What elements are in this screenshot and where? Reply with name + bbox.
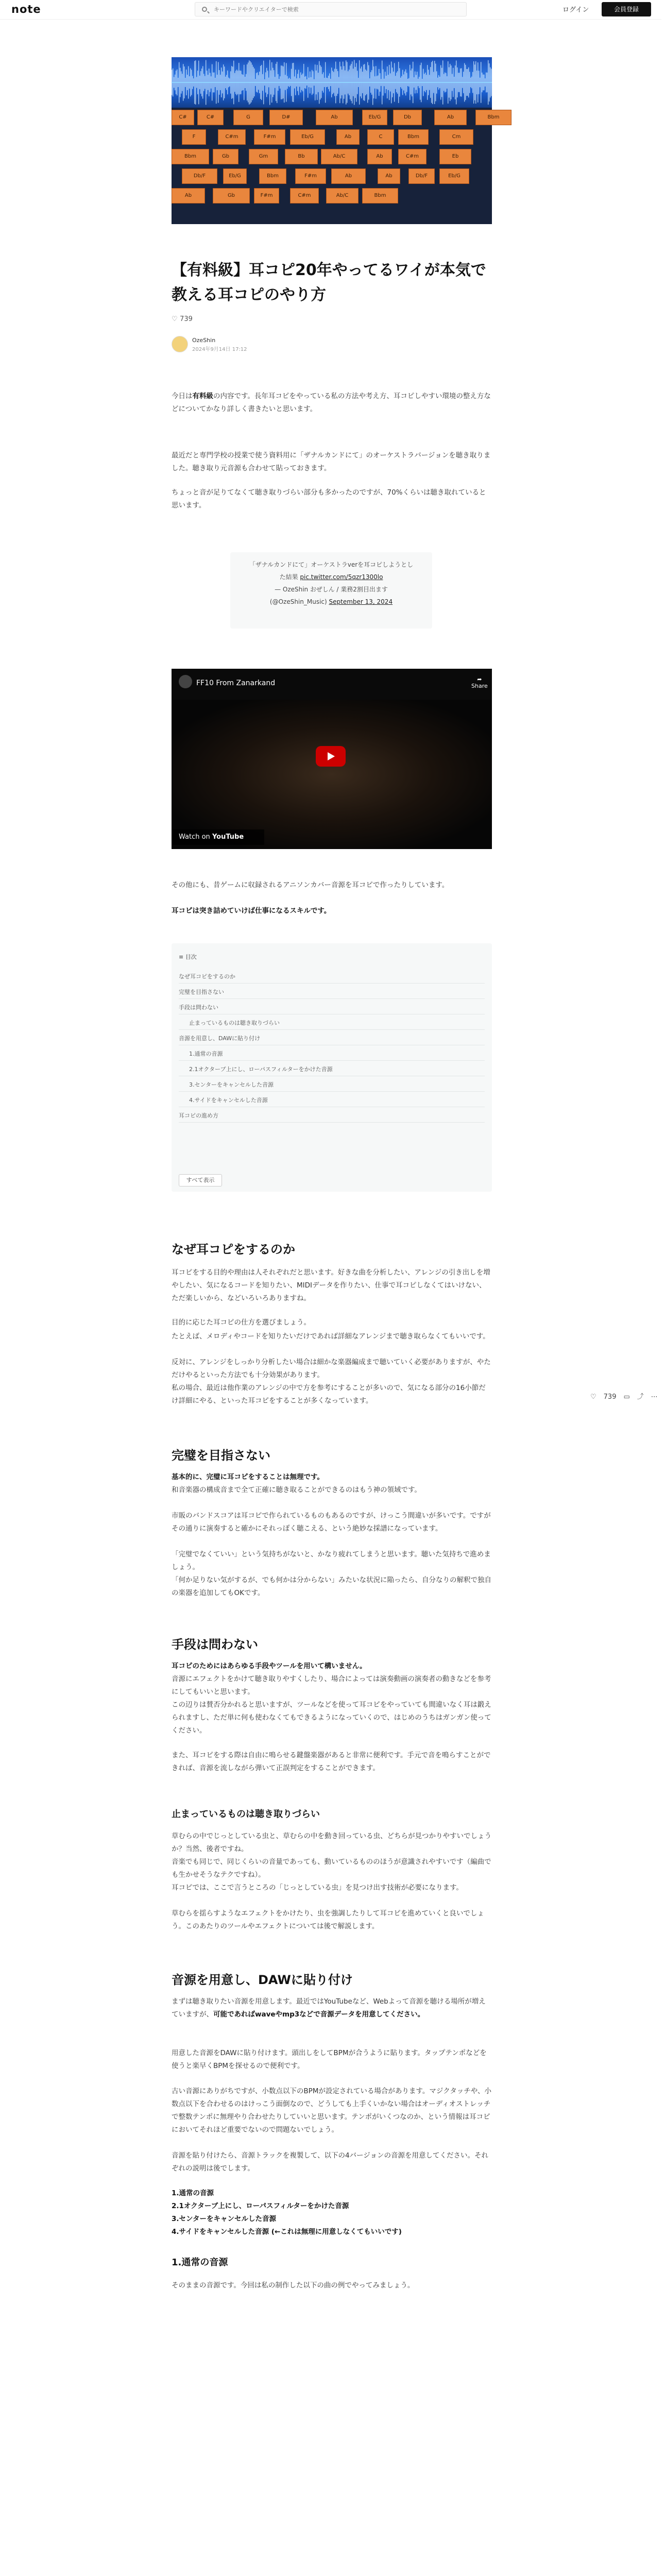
chord-key: D# [269, 110, 303, 125]
avatar[interactable] [172, 336, 188, 352]
paragraph: たとえば、メロディやコードを知りたいだけであれば詳細なアレンジまで聴き取らなくてもいいです。 [172, 1332, 490, 1341]
waveform-graphic [172, 57, 492, 108]
chord-key: Bbm [362, 188, 398, 204]
paragraph: 目的に応じた耳コピの仕方を選びましょう。 [172, 1318, 311, 1327]
tweet-date-link[interactable]: September 13, 2024 [329, 598, 393, 605]
like-count[interactable]: ♡ 739 [172, 315, 193, 323]
paragraph: 用意した音源をDAWに貼り付けます。頭出しをしてBPMが合うように貼ります。タップテンポなどを使うと楽早くBPMを探せるので便利です。 [172, 2049, 487, 2070]
chord-key: Ab [331, 168, 366, 184]
chord-key: Db [393, 110, 422, 125]
paragraph: 古い音源にありがちですが、小数点以下のBPMが設定されている場合があります。マジクタッチや、小数点以下を合わせるのはけっこう面倒なので、どうしても上手くいかない場合はオーディオストレッチで整数テンポに無理やり合わせたりしていいと思います。テンポがいくつなのか、という情報は耳コピにおいてそれほど重要でないので問題ないでしょう。 [172, 2087, 492, 2134]
section-heading: なぜ耳コピをするのか [172, 1242, 295, 1257]
paragraph: 私の場合、最近は他作業のアレンジの中で方を参考にすることが多いので、気になる部分の16小節だけ詳細にやる、といった耳コピをすることが多くなっています。 [172, 1384, 486, 1405]
chord-key: Gm [249, 149, 278, 164]
channel-avatar[interactable] [179, 675, 192, 688]
chord-key: Ab [172, 188, 205, 204]
tweet-link[interactable]: pic.twitter.com/5qzr1300lo [300, 573, 383, 581]
intro-paragraph: 今日は有料級の内容です。長年耳コピをやっている私の方法や考え方、耳コピしやすい環境の整え方などについてかなり詳しく書きたいと思います。 [172, 392, 491, 413]
chord-key: C#m [218, 129, 246, 145]
tweet-embed[interactable]: 「ザナルカンドにて」オーケストラverを耳コピしようとし た結果 pic.twitter.com/5qzr1300lo — OzeShin おぜしん / 業務2割目出ます (@OzeShin_Music) September 13, 2024 [230, 552, 432, 629]
chord-key: C# [197, 110, 224, 125]
toc-item[interactable]: 3.センターをキャンセルした音源 [179, 1078, 485, 1092]
subsection-heading: 止まっているものは聴き取りづらい [172, 1809, 320, 1820]
paragraph: 音楽でも同じで、同じくらいの音量であっても、動いているもののほうが意識されやすいです（編曲でも生かせそうなテクですね）。 [172, 1858, 491, 1879]
author-name[interactable]: OzeShin [192, 337, 216, 344]
toc-item[interactable]: 2.1オクターブ上にし、ローパスフィルターをかけた音源 [179, 1063, 485, 1076]
paragraph: また、耳コピをする際は自由に鳴らせる鍵盤楽器があると非常に便利です。手元で音を鳴らすことができれば、音源を流しながら弾いて正誤判定をすることができます。 [172, 1751, 491, 1772]
paragraph: この辺りは賛否分かれると思いますが、ツールなどを使って耳コピをやっていても間違いなく耳は鍛えられますし、ただ単に何も使わなくてもできるようになっていくので、はじめのうちはガンガン使ってください。 [172, 1701, 491, 1735]
youtube-embed[interactable] [172, 669, 492, 849]
heart-icon[interactable]: ♡ [172, 315, 178, 323]
youtube-logo: YouTube [212, 833, 244, 841]
search-input[interactable] [214, 5, 456, 14]
chord-key: Ab [316, 110, 353, 125]
share-button[interactable]: ➦ Share [471, 676, 488, 689]
chord-key: Bb [285, 149, 318, 164]
paragraph: その他にも、昔ゲームに収録されるアニソンカバー音源を耳コピで作ったりしています。 [172, 881, 449, 889]
toc-item[interactable]: 完璧を目指さない [179, 986, 485, 999]
chord-key: Eb/G [362, 110, 387, 125]
chord-key: Bbm [398, 129, 429, 145]
paragraph: 耳コピは突き詰めていけば仕事になるスキルです。 [172, 907, 331, 915]
note-logo[interactable]: note [11, 3, 41, 15]
chord-key: C#m [290, 188, 319, 204]
paragraph: 「完璧でなくていい」という気持ちがないと、かなり疲れてしまうと思います。聴いた気持ちで進めましょう。 [172, 1550, 491, 1571]
paragraph: 最近だと専門学校の授業で使う資料用に「ザナルカンドにて」のオーケストラバージョンを聴き取りました。聴き取り元音源も合わせて貼っておきます。 [172, 451, 491, 472]
toc-item[interactable]: 音源を用意し、DAWに貼り付け [179, 1032, 485, 1045]
login-link[interactable]: ログイン [562, 6, 589, 14]
paragraph: 耳コピのためにはあらゆる手段やツールを用いて構いません。 [172, 1662, 367, 1670]
chord-key: Gb [213, 149, 238, 164]
video-thumbnail [172, 700, 492, 849]
paragraph: そのままの音源です。今回は私の制作した以下の曲の例でやってみましょう。 [172, 2281, 415, 2290]
chord-key: Ab [434, 110, 467, 125]
publish-date: 2024年9月14日 17:12 [192, 347, 247, 352]
chord-key: Ab [378, 168, 400, 184]
paragraph: まずは聴き取りたい音源を用意します。最近ではYouTubeなど、Webよって音源を聴ける場所が増えていますが、可能であればwaveやmp3などで音源データを用意してください。 [172, 1997, 486, 2019]
chord-key: Ab/C [321, 149, 357, 164]
chord-key: Ab [367, 149, 392, 164]
paragraph: 草むらを揺らすようなエフェクトをかけたり、虫を強調したりして耳コピを進めていくと良いでしょう。このあたりのツールやエフェクトについては後で解説します。 [172, 1909, 484, 1930]
table-of-contents [172, 943, 492, 1192]
video-title[interactable]: FF10 From Zanarkand [196, 679, 276, 687]
paragraph: 「何か足りない気がするが、でも何かは分からない」みたいな状況に陥ったら、自分なりの解釈で独自の楽器を追加してもOKです。 [172, 1576, 491, 1597]
chord-key: F#m [254, 129, 285, 145]
paragraph: 草むらの中でじっとしている虫と、草むらの中を動き回っている虫、どちらが見つかりやすいでしょうか？当然、後者ですね。 [172, 1832, 491, 1853]
hero-image [172, 57, 500, 224]
chord-key: Cm [439, 129, 473, 145]
paragraph: 基本的に、完璧に耳コピをすることは無理です。 [172, 1473, 324, 1481]
toc-item[interactable]: 耳コピの進め方 [179, 1109, 485, 1123]
toc-item[interactable]: 手段は問わない [179, 1001, 485, 1014]
comment-icon[interactable]: ▭ [623, 1393, 630, 1401]
signup-button[interactable]: 会員登録 [602, 2, 651, 16]
paragraph: 耳コピでは、ここで言うところの「じっとしている虫」を見つけ出す技術が必要になります。 [172, 1884, 463, 1892]
section-heading: 完璧を目指さない [172, 1448, 270, 1463]
chord-key: Db/F [182, 168, 217, 184]
chord-key: Eb/G [290, 129, 325, 145]
subsection-heading: 1.通常の音源 [172, 2257, 228, 2268]
chord-key: Bbm [475, 110, 511, 125]
toc-item[interactable]: 1.通常の音源 [179, 1047, 485, 1061]
paragraph: ちょっと音が足りてなくて聴き取りづらい部分も多かったのですが、70%くらいは聴き取れていると思います。 [172, 488, 486, 510]
chord-key: Eb/G [439, 168, 469, 184]
toc-item[interactable]: 止まっているものは聴き取りづらい [179, 1016, 485, 1030]
play-button[interactable] [316, 746, 346, 767]
audio-embed[interactable] [172, 2307, 492, 2503]
section-heading: 手段は問わない [172, 1637, 258, 1652]
paragraph: 音源にエフェクトをかけて聴き取りやすくしたり、場合によっては演奏動画の演奏者の動きなどを参考にしてもいいと思います。 [172, 1675, 491, 1696]
article-title: 【有料級】耳コピ20年やってるワイが本気で 教える耳コピのやり方 [172, 261, 486, 304]
chord-key: Gb [213, 188, 250, 204]
chord-key: Ab [336, 129, 360, 145]
chord-key: Bbm [259, 168, 286, 184]
search-box[interactable] [195, 2, 467, 16]
chord-key: C# [172, 110, 194, 125]
chord-key: Eb/G [223, 168, 247, 184]
site-header [0, 0, 661, 20]
numbered-list: 1.通常の音源 2.1オクターブ上にし、ローパスフィルターをかけた音源 3.センターをキャンセルした音源 4.サイドをキャンセルした音源 (←これは無理に用意しなくてもいいです) [172, 2189, 402, 2236]
waveform-center-line [172, 82, 492, 83]
chord-key: C#m [398, 149, 427, 164]
chord-key: Db/F [408, 168, 435, 184]
chord-keys-area [172, 108, 500, 224]
paragraph: 反対に、アレンジをしっかり分析したい場合は細かな楽器編成まで聴いていく必要がありますが、やただけやるといった方法でも十分効果があります。 [172, 1358, 491, 1379]
share-icon: ➦ [477, 676, 482, 683]
heart-icon[interactable]: ♡ [590, 1393, 596, 1401]
chord-key: F#m [295, 168, 326, 184]
chord-key: F#m [254, 188, 279, 204]
chord-key: G [233, 110, 263, 125]
paragraph: 和音楽器の構成音まで全て正確に聴き取ることができるのはもう神の領域です。 [172, 1486, 421, 1494]
paragraph: 市販のバンドスコアは耳コピで作られているものもあるのですが、けっこう間違いが多いです。ですがその通りに演奏すると確かにそれっぽく聴こえる、という絶妙な採譜になっています。 [172, 1512, 491, 1533]
search-icon [202, 7, 207, 12]
chord-key: Ab/C [326, 188, 359, 204]
toc-item[interactable]: なぜ耳コピをするのか [179, 970, 485, 984]
section-heading: 音源を用意し、DAWに貼り付け [172, 1973, 353, 1987]
floating-action-bar: ♡ 739 ▭ ⤴ ⋯ [590, 1393, 658, 1401]
show-all-toc-button[interactable]: すべて表示 [179, 1174, 222, 1187]
more-icon[interactable]: ⋯ [651, 1393, 658, 1401]
chord-key: Eb [439, 149, 471, 164]
toc-item[interactable]: 4.サイドをキャンセルした音源 [179, 1094, 485, 1107]
share-icon[interactable]: ⤴ [637, 1393, 644, 1401]
chord-key: C [367, 129, 394, 145]
chord-key: Bbm [172, 149, 209, 164]
watch-on-youtube-button[interactable]: Watch on YouTube [172, 829, 264, 845]
chord-key: F [182, 129, 206, 145]
paragraph: 耳コピをする目的や理由は人それぞれだと思います。好きな曲を分析したい、アレンジの引き出しを増やしたい、気になるコードを知りたい、MIDIデータを作りたい、仕事で耳コピしなくてはいけない、ただ楽しいから、などいろいろありますね。 [172, 1268, 490, 1302]
toc-heading[interactable]: ≡ 目次 [179, 954, 197, 960]
paragraph: 音源を貼り付けたら、音源トラックを複製して、以下の4バージョンの音源を用意してください。それぞれの説明は後でします。 [172, 2151, 489, 2173]
